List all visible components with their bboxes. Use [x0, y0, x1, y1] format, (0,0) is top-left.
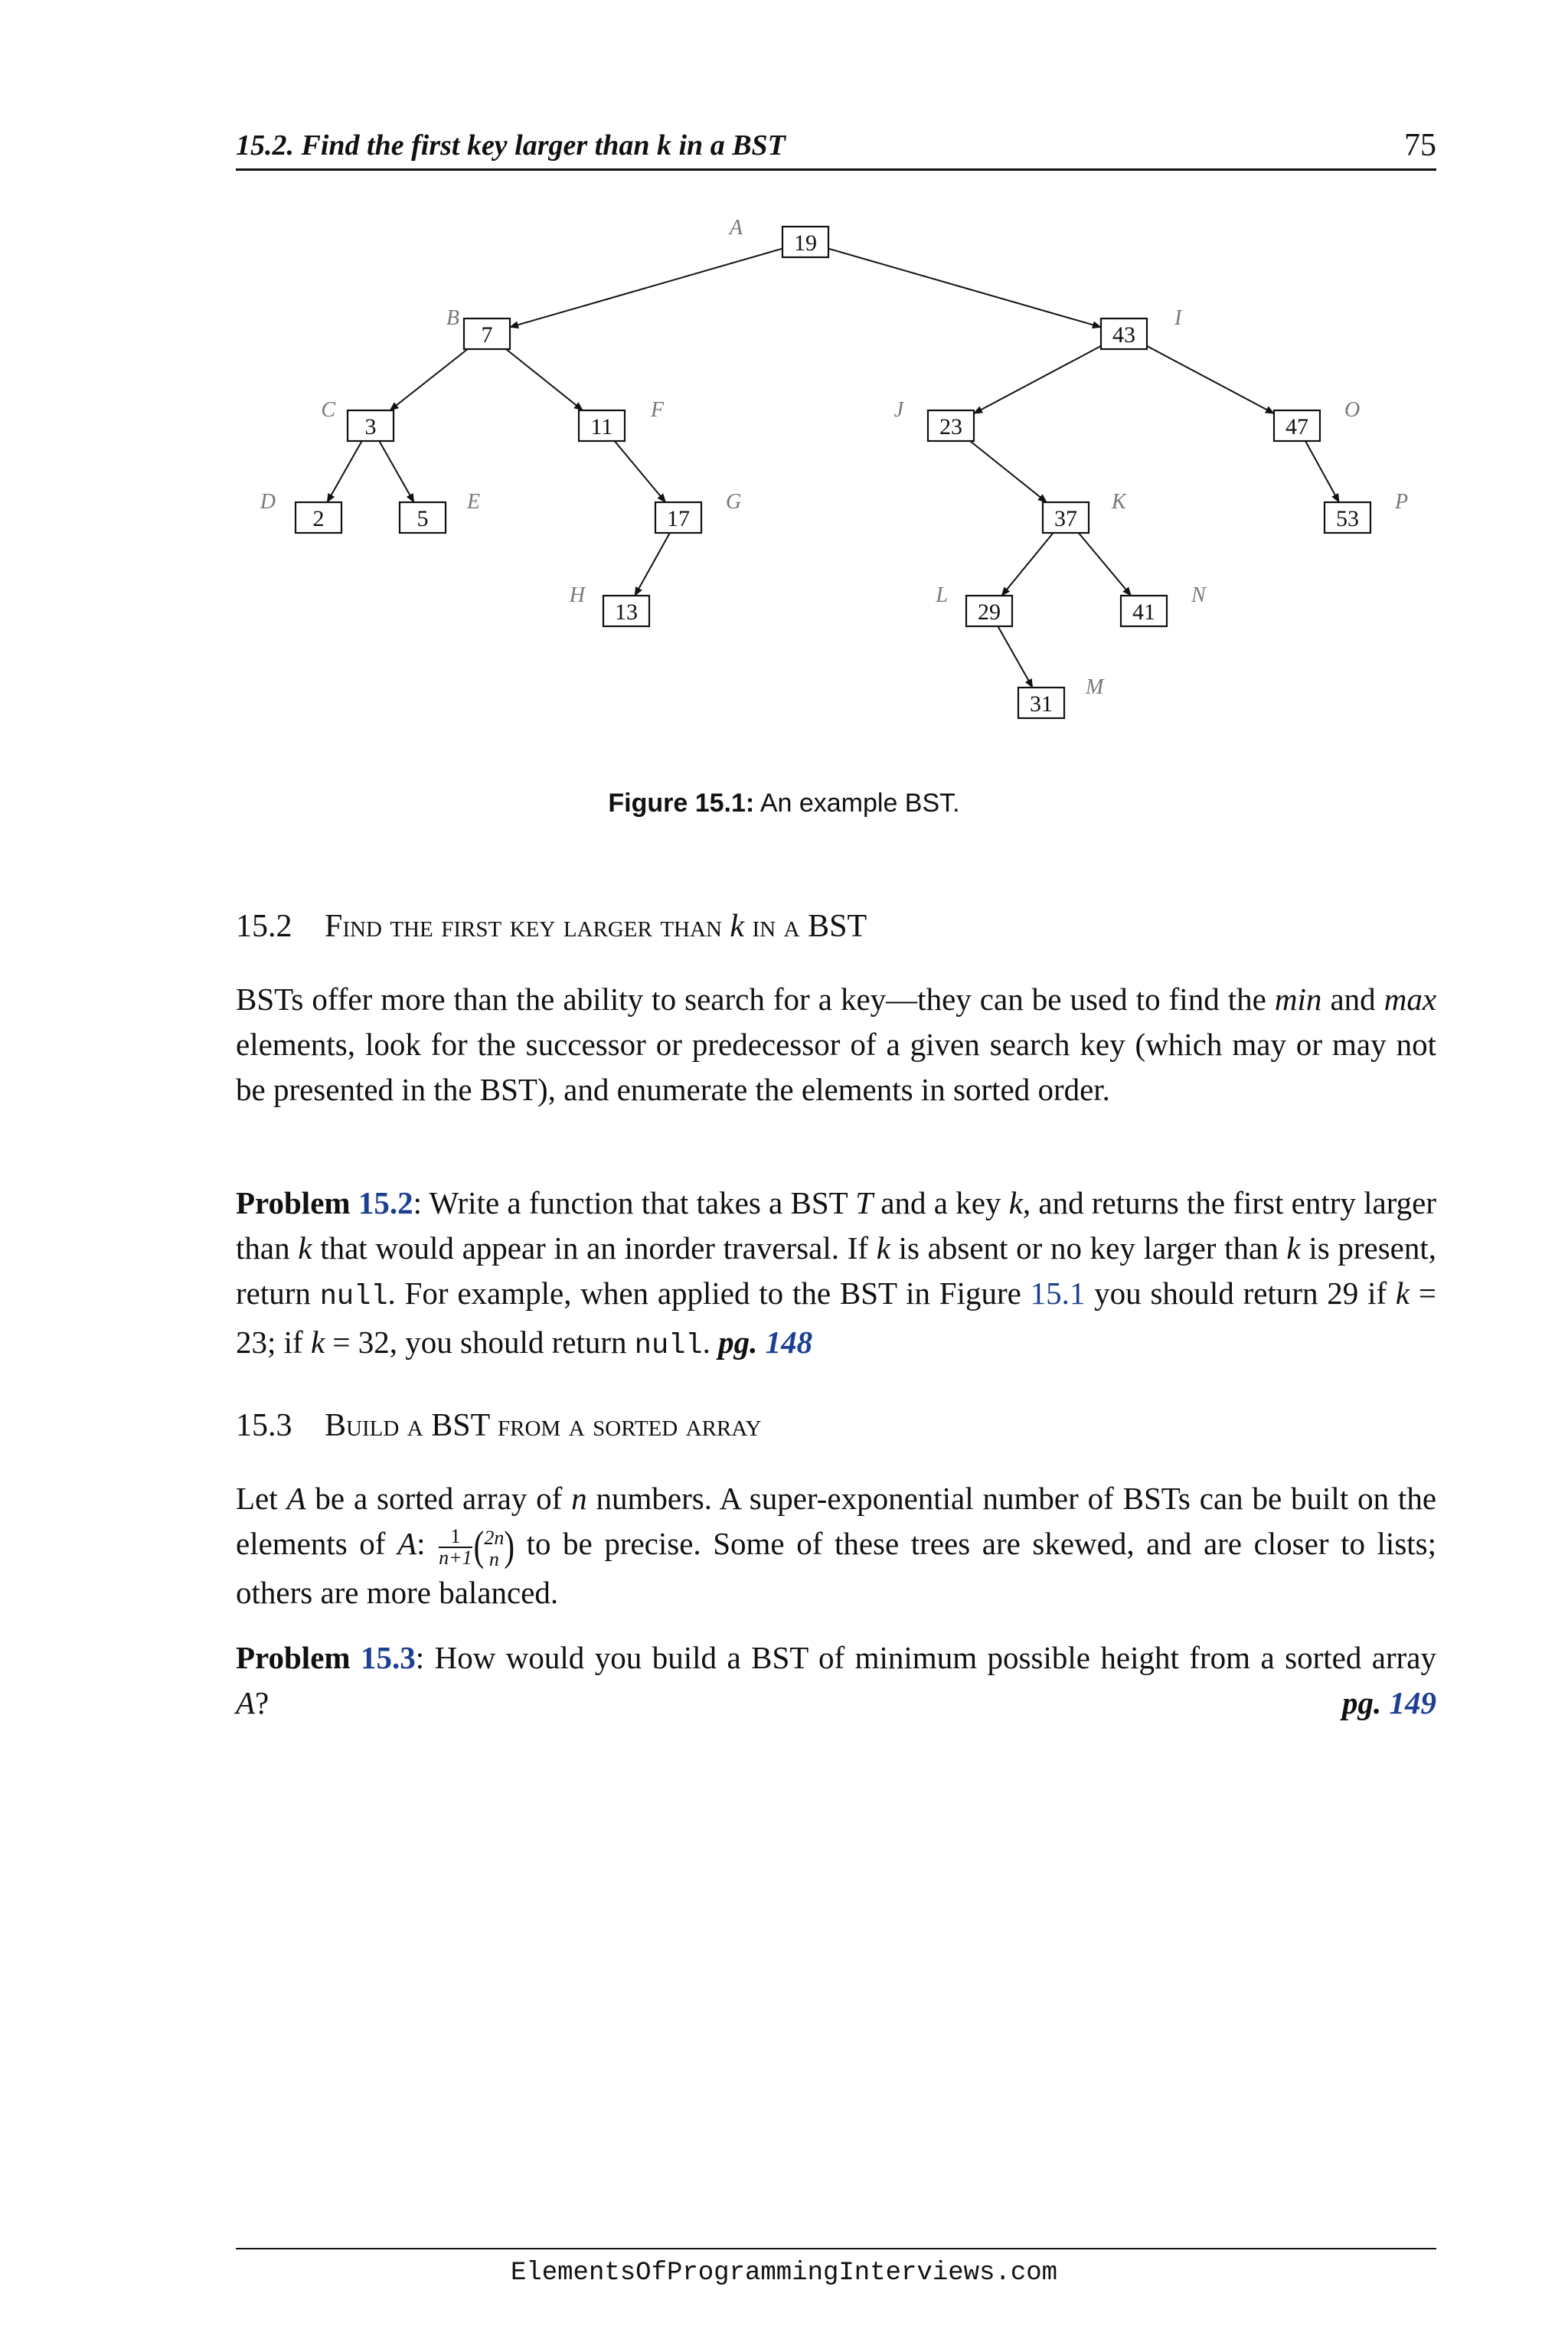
- text: and a key: [880, 1185, 1001, 1220]
- tree-node-label: J: [893, 398, 903, 422]
- tree-edge-a-b: [510, 249, 782, 328]
- tree-node-label: P: [1395, 490, 1409, 514]
- tree-node-d: [260, 490, 341, 533]
- var-n: n: [571, 1481, 587, 1516]
- var-k: k: [1286, 1230, 1301, 1266]
- tree-edge-i-j: [974, 346, 1101, 413]
- tree-node-key: 17: [667, 506, 690, 531]
- tree-edge-c-d: [327, 441, 361, 502]
- text: to be precise. Some of these trees are skewed, and are closer to lists; others are more balanced.: [236, 1526, 1437, 1611]
- tree-node-key: 2: [312, 506, 325, 531]
- tree-node-label: N: [1191, 583, 1206, 607]
- figure-link[interactable]: 15.1: [1030, 1276, 1086, 1311]
- running-head: [236, 126, 1436, 171]
- tree-node-i: [1101, 306, 1183, 349]
- page-reference[interactable]: [718, 1325, 812, 1360]
- page-reference[interactable]: [1342, 1681, 1436, 1726]
- text: you should return 29 if: [1094, 1276, 1387, 1311]
- section-number: 15.3: [236, 1408, 292, 1443]
- tree-node-label: I: [1174, 306, 1182, 330]
- running-title: 15.2. Find the first key larger than k in a BST: [236, 129, 786, 162]
- tree-node-label: D: [260, 490, 276, 514]
- problem-label: Problem: [236, 1185, 351, 1220]
- code-null: null: [319, 1281, 388, 1313]
- tree-node-label: O: [1344, 398, 1361, 422]
- text: elements, look for the successor or predecessor of a given search key (which may or may not be presented in the BST), and enumerate the elements in sorted order.: [236, 1027, 1436, 1107]
- text: .: [702, 1325, 710, 1360]
- text: be a sorted array of: [315, 1481, 563, 1516]
- tree-edge-i-o: [1147, 346, 1274, 413]
- text: :: [416, 1526, 426, 1561]
- var-T: T: [855, 1185, 874, 1220]
- text: is present, return: [236, 1230, 1437, 1311]
- figure-caption-label: Figure 15.1:: [608, 789, 755, 818]
- tree-edge-a-i: [828, 249, 1101, 328]
- pg-label: pg.: [718, 1325, 758, 1360]
- page-number: 75: [1404, 128, 1436, 163]
- var-A: A: [236, 1685, 256, 1720]
- tree-node-label: F: [651, 398, 665, 422]
- tree-node-e: [400, 490, 480, 533]
- tree-node-key: 11: [590, 414, 613, 439]
- tree-node-label: E: [467, 490, 481, 514]
- tree-edge-b-c: [390, 349, 467, 410]
- text: : How would you build a BST of minimum possible height from a sorted array: [415, 1640, 1436, 1675]
- tree-edge-j-k: [970, 441, 1047, 502]
- tree-node-key: 19: [794, 230, 817, 256]
- section-title-var: k: [730, 909, 745, 944]
- tree-node-label: K: [1112, 490, 1126, 514]
- problem-15-3: [236, 1635, 1436, 1726]
- var-A: A: [286, 1481, 306, 1516]
- tree-edge-c-e: [379, 441, 413, 502]
- paragraph-sorted-array: [236, 1476, 1436, 1615]
- section-title: Build a: [325, 1408, 423, 1443]
- section-heading-15-2: [236, 908, 867, 945]
- text: that would appear in an inorder traversal. If: [320, 1230, 869, 1266]
- tree-edge-o-p: [1305, 441, 1339, 502]
- tree-node-key: 47: [1285, 414, 1308, 439]
- section-title: Find the first key larger than: [325, 909, 722, 944]
- binomial-bottom: n: [488, 1548, 499, 1571]
- tree-node-key: 7: [481, 322, 493, 348]
- tree-node-key: 31: [1030, 691, 1053, 717]
- tree-node-a: [728, 216, 828, 257]
- tree-node-p: [1325, 490, 1408, 533]
- var-k: k: [298, 1230, 312, 1266]
- text: numbers. A super-exponential number of BSTs can be built on the elements of: [236, 1481, 1437, 1561]
- term-max: max: [1383, 982, 1437, 1017]
- fraction-denominator: n+1: [439, 1546, 472, 1569]
- tree-node-key: 5: [416, 506, 429, 531]
- text: and: [1330, 982, 1376, 1017]
- text: , and returns the first entry larger than: [236, 1185, 1437, 1266]
- tree-node-n: [1121, 583, 1207, 626]
- tree-node-b: [446, 306, 510, 349]
- text: BSTs offer more than the ability to search for a key—they can be used to find the: [236, 982, 1266, 1017]
- var-k: k: [876, 1230, 890, 1266]
- section-heading-15-3: [236, 1407, 762, 1444]
- tree-node-label: H: [569, 583, 585, 607]
- tree-node-h: [569, 583, 649, 626]
- section-number: 15.2: [236, 909, 292, 944]
- var-k: k: [1008, 1185, 1023, 1220]
- tree-node-key: 41: [1132, 599, 1155, 625]
- paragraph-bst-intro: [236, 977, 1436, 1112]
- section-title: in a: [752, 909, 800, 944]
- tree-node-label: M: [1086, 675, 1104, 699]
- tree-node-label: A: [729, 216, 743, 240]
- tree-node-c: [321, 398, 394, 441]
- section-title: BST: [431, 1408, 490, 1443]
- tree-node-key: 3: [364, 414, 377, 439]
- problem-link[interactable]: 15.3: [361, 1640, 416, 1675]
- text: is absent or no key larger than: [898, 1230, 1279, 1266]
- tree-node-f: [579, 398, 665, 441]
- var-A: A: [397, 1526, 417, 1561]
- tree-node-j: [894, 398, 974, 441]
- section-title: from a sorted array: [498, 1408, 762, 1443]
- tree-node-key: 23: [939, 414, 962, 439]
- tree-node-label: B: [446, 306, 459, 330]
- text: = 32, you should return: [332, 1325, 627, 1360]
- tree-edge-k-n: [1079, 533, 1132, 596]
- pg-label: pg.: [1342, 1685, 1382, 1720]
- text: . For example, when applied to the BST in Figure: [387, 1276, 1021, 1311]
- tree-node-l: [935, 583, 1012, 626]
- tree-node-key: 43: [1112, 322, 1135, 348]
- pg-number-link[interactable]: 148: [765, 1325, 813, 1360]
- tree-node-label: G: [726, 490, 742, 514]
- tree-node-key: 37: [1054, 506, 1077, 531]
- problem-15-2: [236, 1181, 1436, 1369]
- var-k: k: [310, 1325, 325, 1360]
- tree-edge-f-g: [615, 441, 666, 502]
- binomial: ( 2n n ): [473, 1521, 514, 1571]
- text: Let: [236, 1481, 278, 1516]
- tree-edge-g-h: [635, 533, 670, 596]
- tree-node-g: [655, 490, 741, 533]
- problem-link[interactable]: 15.2: [358, 1185, 413, 1220]
- tree-node-k: [1043, 490, 1127, 533]
- tree-edge-l-m: [998, 626, 1032, 688]
- footer-rule: [236, 2248, 1436, 2249]
- fraction: [439, 1524, 472, 1569]
- figure-caption-text: An example BST.: [760, 789, 960, 818]
- section-title: BST: [808, 909, 867, 944]
- tree-edge-k-l: [1001, 533, 1053, 596]
- code-null: null: [634, 1330, 703, 1362]
- bst-figure: [230, 207, 1439, 743]
- tree-node-key: 13: [615, 599, 638, 625]
- text: ?: [255, 1685, 270, 1720]
- pg-number-link[interactable]: 149: [1389, 1685, 1436, 1720]
- binomial-top: 2n: [484, 1527, 505, 1550]
- var-k: k: [1395, 1276, 1410, 1311]
- tree-node-o: [1274, 398, 1360, 441]
- problem-label: Problem: [236, 1640, 351, 1675]
- tree-node-label: L: [936, 583, 948, 607]
- text: : Write a function that takes a BST: [413, 1185, 848, 1220]
- tree-node-label: C: [321, 398, 335, 422]
- figure-caption: [0, 789, 1568, 818]
- term-min: min: [1274, 982, 1322, 1017]
- tree-edge-b-f: [506, 349, 583, 410]
- footer-site: ElementsOfProgrammingInterviews.com: [510, 2259, 1058, 2288]
- fraction-numerator: 1: [439, 1527, 472, 1548]
- tree-node-key: 29: [978, 599, 1001, 625]
- tree-node-key: 53: [1336, 506, 1359, 531]
- tree-node-m: [1018, 675, 1105, 718]
- text: = 23; if: [236, 1276, 1437, 1360]
